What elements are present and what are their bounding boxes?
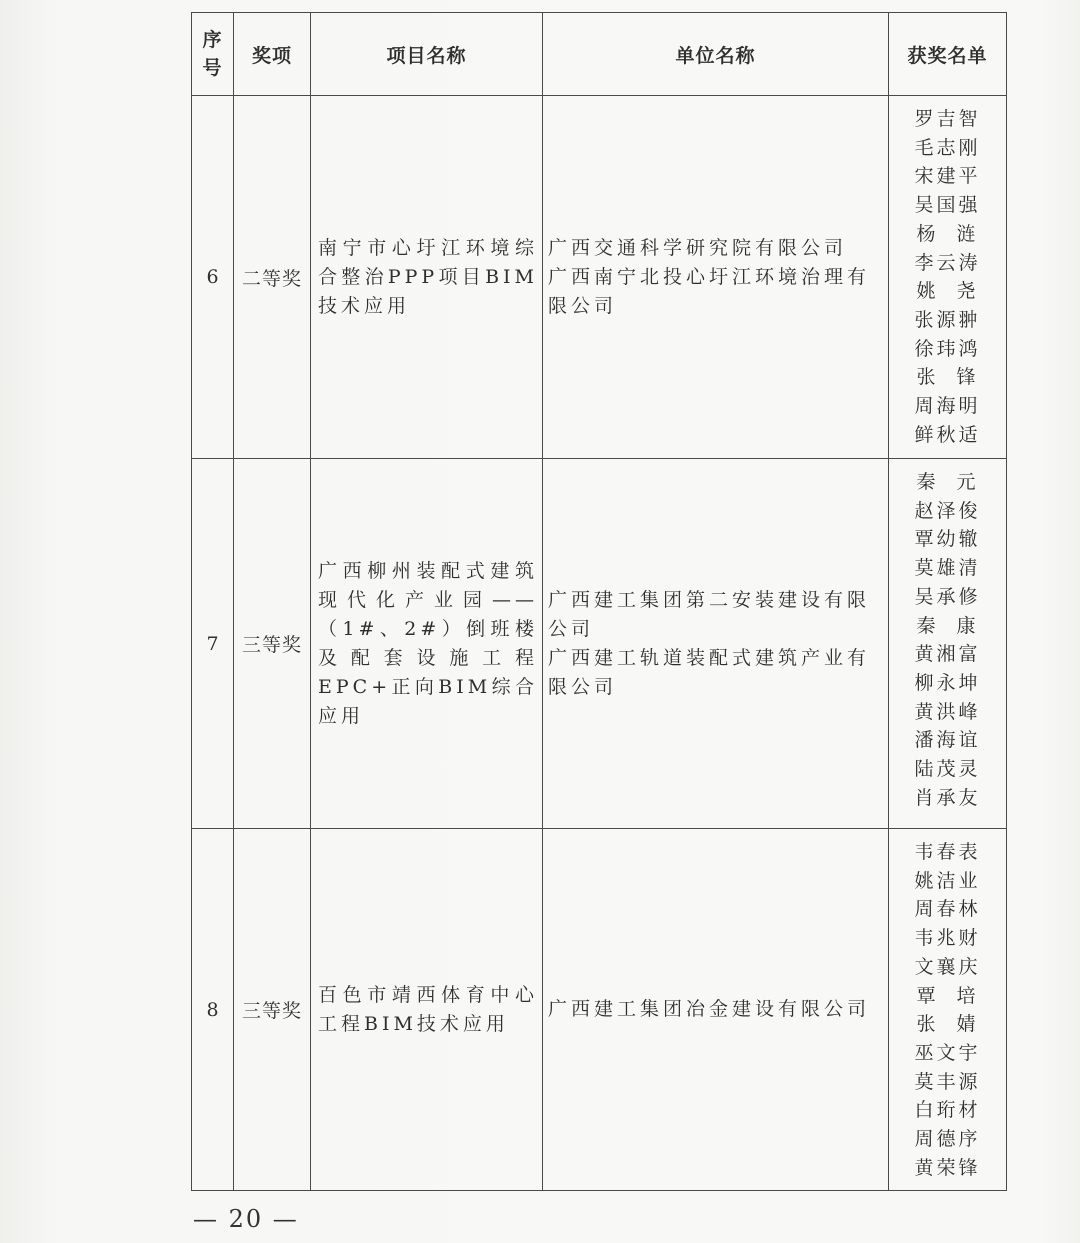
row-index: 6 — [192, 96, 234, 459]
winner-name: 秦 康 — [916, 614, 979, 637]
winner-name: 黄洪峰 — [914, 700, 981, 723]
winner-name: 莫丰源 — [914, 1070, 981, 1093]
row-index: 7 — [192, 459, 234, 829]
winner-name: 黄荣锋 — [914, 1156, 981, 1179]
winner-name: 赵泽俊 — [914, 499, 981, 522]
row-project: 南宁市心圩江环境综合整治PPP项目BIM技术应用 — [311, 96, 543, 459]
header-unit: 单位名称 — [543, 13, 889, 96]
winner-name: 韦春表 — [914, 841, 981, 863]
row-winners — [889, 96, 1007, 459]
table-row — [192, 96, 1007, 459]
winner-name: 黄湘富 — [914, 643, 981, 666]
table-row — [192, 829, 1007, 1191]
winner-name: 韦兆财 — [914, 927, 981, 950]
winner-name: 李云涛 — [914, 251, 981, 274]
unit-name: 广西交通科学研究院有限公司 — [548, 236, 848, 259]
winner-name: 姚 尧 — [916, 280, 979, 303]
unit-name: 广西南宁北投心圩江环境治理有限公司 — [548, 265, 871, 317]
winner-name: 覃 培 — [916, 984, 979, 1007]
winner-name: 周春林 — [914, 898, 981, 921]
winner-name: 巫文宇 — [914, 1041, 981, 1064]
winner-name: 张 锋 — [916, 366, 979, 389]
row-award: 三等奖 — [234, 459, 311, 829]
winner-name: 张 婧 — [916, 1013, 979, 1036]
winner-name: 姚洁业 — [914, 869, 981, 892]
row-units — [543, 459, 889, 829]
winner-name: 毛志刚 — [914, 136, 981, 159]
winner-name: 覃幼辙 — [914, 528, 981, 551]
row-winners — [889, 459, 1007, 829]
winner-name: 白珩材 — [914, 1099, 981, 1122]
header-index-text: 序 号 — [202, 29, 223, 79]
winner-name: 吴国强 — [914, 194, 981, 217]
winner-name: 杨 涟 — [916, 222, 979, 245]
winner-name: 张源翀 — [914, 308, 981, 331]
winner-name: 文襄庆 — [914, 955, 981, 978]
row-units — [543, 96, 889, 459]
header-award: 奖项 — [234, 13, 311, 96]
header-index — [192, 13, 234, 96]
winner-name: 周海明 — [914, 395, 981, 418]
row-award: 二等奖 — [234, 96, 311, 459]
winner-name: 潘海谊 — [914, 729, 981, 752]
table-header-row — [192, 13, 1007, 96]
winner-name: 肖承友 — [914, 786, 981, 809]
row-index: 8 — [192, 829, 234, 1191]
winner-name: 莫雄清 — [914, 557, 981, 580]
row-project: 百色市靖西体育中心工程BIM技术应用 — [311, 829, 543, 1191]
unit-name: 广西建工集团冶金建设有限公司 — [548, 998, 871, 1020]
row-winners — [889, 829, 1007, 1191]
winner-name: 宋建平 — [914, 165, 981, 188]
row-project: 广西柳州装配式建筑现代化产业园——（1#、2#）倒班楼及配套设施工程EPC+正向BIM综合应用 — [311, 459, 543, 829]
winner-name: 陆茂灵 — [914, 758, 981, 781]
winner-name: 徐玮鸿 — [914, 337, 981, 360]
page-number: — 20 — — [193, 1205, 299, 1233]
winner-name: 吴承修 — [914, 585, 981, 608]
header-project: 项目名称 — [311, 13, 543, 96]
row-units — [543, 829, 889, 1191]
winner-name: 柳永坤 — [914, 671, 981, 694]
winner-name: 鲜秋适 — [914, 423, 981, 446]
table-row — [192, 459, 1007, 829]
winner-name: 秦 元 — [916, 471, 979, 493]
header-winners: 获奖名单 — [889, 13, 1007, 96]
winner-name: 罗吉智 — [914, 108, 981, 130]
winner-name: 周德序 — [914, 1128, 981, 1151]
unit-name: 广西建工轨道装配式建筑产业有限公司 — [548, 646, 871, 698]
awards-table — [191, 12, 1007, 1191]
unit-name: 广西建工集团第二安装建设有限公司 — [548, 588, 871, 640]
row-award: 三等奖 — [234, 829, 311, 1191]
